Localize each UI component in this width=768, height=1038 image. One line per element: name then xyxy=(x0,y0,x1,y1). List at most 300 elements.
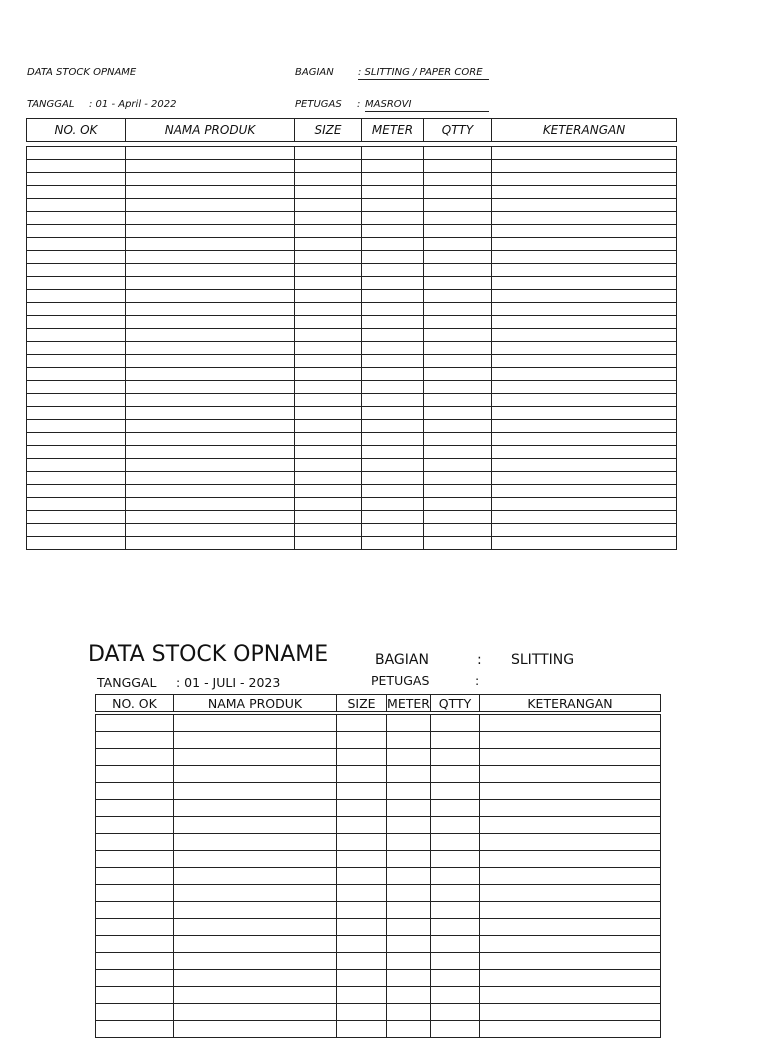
table-cell xyxy=(126,316,295,329)
table-cell xyxy=(295,199,362,212)
table-cell xyxy=(362,277,424,290)
table-cell xyxy=(174,817,337,834)
table-cell xyxy=(387,885,431,902)
form1-header-table xyxy=(26,118,677,142)
table-cell xyxy=(337,817,387,834)
table-cell xyxy=(480,817,661,834)
table-cell xyxy=(126,225,295,238)
table-cell xyxy=(126,381,295,394)
table-cell xyxy=(27,186,126,199)
table-cell xyxy=(96,715,174,732)
table-cell xyxy=(424,394,492,407)
form1-col-meter: METER xyxy=(362,119,424,142)
table-cell xyxy=(424,316,492,329)
table-cell xyxy=(480,987,661,1004)
table-cell xyxy=(362,368,424,381)
table-cell xyxy=(362,537,424,550)
table-cell xyxy=(431,936,480,953)
table-row xyxy=(27,290,677,303)
table-cell xyxy=(126,290,295,303)
table-cell xyxy=(126,485,295,498)
table-cell xyxy=(362,472,424,485)
table-cell xyxy=(27,147,126,160)
table-cell xyxy=(492,498,677,511)
table-cell xyxy=(362,316,424,329)
table-cell xyxy=(424,485,492,498)
table-cell xyxy=(492,316,677,329)
table-row xyxy=(27,407,677,420)
table-cell xyxy=(337,834,387,851)
table-cell xyxy=(295,329,362,342)
table-cell xyxy=(431,834,480,851)
table-cell xyxy=(431,715,480,732)
table-cell xyxy=(492,537,677,550)
table-cell xyxy=(480,800,661,817)
table-cell xyxy=(174,715,337,732)
table-cell xyxy=(424,147,492,160)
table-cell xyxy=(337,800,387,817)
table-cell xyxy=(492,355,677,368)
table-cell xyxy=(480,834,661,851)
table-cell xyxy=(295,316,362,329)
form2-col-no-ok: NO. OK xyxy=(96,695,174,712)
form2-header-row xyxy=(96,695,661,712)
table-cell xyxy=(492,264,677,277)
table-cell xyxy=(362,186,424,199)
table-cell xyxy=(27,316,126,329)
table-row xyxy=(27,199,677,212)
table-row xyxy=(27,368,677,381)
table-cell xyxy=(295,446,362,459)
table-cell xyxy=(480,766,661,783)
table-cell xyxy=(492,459,677,472)
table-cell xyxy=(362,238,424,251)
table-cell xyxy=(362,420,424,433)
table-cell xyxy=(27,407,126,420)
form2-col-keterangan: KETERANGAN xyxy=(480,695,661,712)
table-cell xyxy=(480,885,661,902)
table-cell xyxy=(27,420,126,433)
table-cell xyxy=(492,407,677,420)
form1-bagian-value: : SLITTING / PAPER CORE xyxy=(358,67,489,80)
table-cell xyxy=(27,264,126,277)
table-row xyxy=(27,277,677,290)
table-cell xyxy=(295,407,362,420)
table-cell xyxy=(174,766,337,783)
table-row xyxy=(27,238,677,251)
table-row xyxy=(27,316,677,329)
table-cell xyxy=(337,987,387,1004)
table-cell xyxy=(480,715,661,732)
table-cell xyxy=(295,394,362,407)
table-cell xyxy=(126,173,295,186)
table-cell xyxy=(126,511,295,524)
table-cell xyxy=(431,749,480,766)
table-cell xyxy=(431,766,480,783)
table-cell xyxy=(174,1004,337,1021)
table-cell xyxy=(27,160,126,173)
table-cell xyxy=(337,868,387,885)
table-cell xyxy=(27,342,126,355)
table-cell xyxy=(27,537,126,550)
table-cell xyxy=(424,433,492,446)
table-cell xyxy=(362,394,424,407)
table-cell xyxy=(96,834,174,851)
table-cell xyxy=(126,199,295,212)
table-row xyxy=(96,970,661,987)
table-cell xyxy=(480,970,661,987)
table-cell xyxy=(387,902,431,919)
form1-title: DATA STOCK OPNAME xyxy=(27,67,137,78)
table-row xyxy=(96,851,661,868)
table-cell xyxy=(295,342,362,355)
table-cell xyxy=(480,1004,661,1021)
table-cell xyxy=(27,355,126,368)
table-cell xyxy=(424,368,492,381)
table-cell xyxy=(424,290,492,303)
table-cell xyxy=(174,970,337,987)
form2-grid xyxy=(95,714,661,1038)
table-cell xyxy=(431,885,480,902)
table-cell xyxy=(27,459,126,472)
table-cell xyxy=(126,498,295,511)
table-cell xyxy=(480,953,661,970)
table-cell xyxy=(492,394,677,407)
table-cell xyxy=(387,919,431,936)
table-cell xyxy=(126,264,295,277)
table-cell xyxy=(295,186,362,199)
table-cell xyxy=(362,212,424,225)
table-cell xyxy=(126,355,295,368)
table-cell xyxy=(387,970,431,987)
form2-petugas-colon: : xyxy=(475,673,480,688)
table-cell xyxy=(362,303,424,316)
table-cell xyxy=(362,485,424,498)
table-cell xyxy=(126,251,295,264)
table-cell xyxy=(431,1021,480,1038)
table-cell xyxy=(27,472,126,485)
table-cell xyxy=(96,766,174,783)
table-cell xyxy=(424,199,492,212)
table-cell xyxy=(492,329,677,342)
table-cell xyxy=(362,355,424,368)
table-cell xyxy=(126,472,295,485)
table-cell xyxy=(174,783,337,800)
table-cell xyxy=(126,459,295,472)
table-cell xyxy=(424,212,492,225)
table-cell xyxy=(362,511,424,524)
table-cell xyxy=(295,225,362,238)
table-cell xyxy=(96,919,174,936)
table-cell xyxy=(295,173,362,186)
table-cell xyxy=(424,342,492,355)
table-cell xyxy=(174,987,337,1004)
table-cell xyxy=(96,970,174,987)
table-cell xyxy=(387,987,431,1004)
table-cell xyxy=(362,264,424,277)
table-cell xyxy=(27,498,126,511)
table-cell xyxy=(424,251,492,264)
table-row xyxy=(27,225,677,238)
table-cell xyxy=(431,732,480,749)
table-cell xyxy=(295,238,362,251)
table-cell xyxy=(492,433,677,446)
table-cell xyxy=(492,420,677,433)
table-cell xyxy=(337,715,387,732)
table-row xyxy=(27,485,677,498)
table-cell xyxy=(295,368,362,381)
form2-header-table xyxy=(95,694,661,712)
table-cell xyxy=(387,732,431,749)
table-cell xyxy=(337,783,387,800)
table-cell xyxy=(337,766,387,783)
table-row xyxy=(27,537,677,550)
table-row xyxy=(27,173,677,186)
table-row xyxy=(27,212,677,225)
table-cell xyxy=(424,355,492,368)
table-cell xyxy=(362,290,424,303)
table-cell xyxy=(424,277,492,290)
table-cell xyxy=(174,834,337,851)
table-cell xyxy=(96,953,174,970)
table-cell xyxy=(126,524,295,537)
table-cell xyxy=(431,919,480,936)
table-cell xyxy=(27,381,126,394)
table-cell xyxy=(424,446,492,459)
table-cell xyxy=(424,472,492,485)
table-row xyxy=(96,783,661,800)
table-cell xyxy=(492,199,677,212)
table-cell xyxy=(126,303,295,316)
table-row xyxy=(96,800,661,817)
table-cell xyxy=(492,342,677,355)
table-row xyxy=(27,251,677,264)
table-cell xyxy=(96,902,174,919)
table-cell xyxy=(431,953,480,970)
table-cell xyxy=(337,732,387,749)
table-cell xyxy=(480,868,661,885)
table-cell xyxy=(387,1004,431,1021)
table-cell xyxy=(126,238,295,251)
table-cell xyxy=(174,732,337,749)
table-cell xyxy=(96,732,174,749)
table-row xyxy=(27,303,677,316)
table-cell xyxy=(27,394,126,407)
form2-col-meter: METER xyxy=(387,695,430,711)
table-cell xyxy=(424,381,492,394)
form1-col-nama-produk: NAMA PRODUK xyxy=(126,119,295,142)
table-cell xyxy=(492,238,677,251)
form1-bagian-label: BAGIAN xyxy=(295,67,334,78)
table-row xyxy=(27,498,677,511)
table-cell xyxy=(337,885,387,902)
table-cell xyxy=(27,485,126,498)
table-cell xyxy=(295,212,362,225)
table-cell xyxy=(480,732,661,749)
table-cell xyxy=(492,186,677,199)
table-cell xyxy=(337,1004,387,1021)
table-cell xyxy=(96,885,174,902)
table-cell xyxy=(337,749,387,766)
table-cell xyxy=(96,1021,174,1038)
table-cell xyxy=(27,511,126,524)
table-cell xyxy=(295,485,362,498)
table-row xyxy=(96,749,661,766)
table-cell xyxy=(27,225,126,238)
table-row xyxy=(96,766,661,783)
table-cell xyxy=(126,394,295,407)
table-row xyxy=(27,446,677,459)
table-cell xyxy=(96,936,174,953)
table-cell xyxy=(295,381,362,394)
table-cell xyxy=(424,537,492,550)
form1-tanggal-value: : 01 - April - 2022 xyxy=(89,99,177,110)
table-cell xyxy=(295,420,362,433)
table-cell xyxy=(126,329,295,342)
table-cell xyxy=(174,749,337,766)
table-cell xyxy=(431,817,480,834)
form1-tanggal-label: TANGGAL xyxy=(27,99,75,110)
table-cell xyxy=(362,446,424,459)
table-row xyxy=(96,834,661,851)
table-cell xyxy=(126,537,295,550)
table-row xyxy=(96,868,661,885)
table-row xyxy=(96,1021,661,1038)
table-cell xyxy=(387,953,431,970)
table-cell xyxy=(126,342,295,355)
form2-bagian-label: BAGIAN xyxy=(375,652,429,668)
table-cell xyxy=(27,446,126,459)
table-cell xyxy=(362,433,424,446)
table-row xyxy=(96,987,661,1004)
table-row xyxy=(96,1004,661,1021)
table-cell xyxy=(424,186,492,199)
table-cell xyxy=(295,277,362,290)
table-cell xyxy=(424,225,492,238)
table-cell xyxy=(480,851,661,868)
table-row xyxy=(27,420,677,433)
form2-bagian-colon: : xyxy=(477,652,482,668)
table-cell xyxy=(387,800,431,817)
table-cell xyxy=(27,277,126,290)
table-cell xyxy=(424,459,492,472)
table-cell xyxy=(362,381,424,394)
table-cell xyxy=(27,251,126,264)
table-cell xyxy=(174,953,337,970)
table-cell xyxy=(337,851,387,868)
table-cell xyxy=(27,524,126,537)
table-cell xyxy=(27,290,126,303)
form1-col-keterangan: KETERANGAN xyxy=(492,119,677,142)
table-cell xyxy=(96,800,174,817)
table-cell xyxy=(387,817,431,834)
table-row xyxy=(27,381,677,394)
table-cell xyxy=(492,290,677,303)
table-cell xyxy=(431,902,480,919)
form1-header-row xyxy=(27,119,677,142)
table-row xyxy=(27,147,677,160)
table-cell xyxy=(424,511,492,524)
form2-col-size: SIZE xyxy=(337,695,387,712)
table-cell xyxy=(431,783,480,800)
table-cell xyxy=(362,147,424,160)
table-cell xyxy=(492,225,677,238)
table-cell xyxy=(27,329,126,342)
table-row xyxy=(96,817,661,834)
table-row xyxy=(96,936,661,953)
table-cell xyxy=(295,433,362,446)
table-cell xyxy=(126,186,295,199)
table-row xyxy=(96,919,661,936)
form2-bagian-value: SLITTING xyxy=(511,652,575,668)
table-cell xyxy=(424,238,492,251)
form1-col-size: SIZE xyxy=(295,119,362,142)
table-cell xyxy=(174,936,337,953)
table-row xyxy=(27,433,677,446)
table-cell xyxy=(387,715,431,732)
table-cell xyxy=(424,407,492,420)
table-cell xyxy=(480,919,661,936)
table-cell xyxy=(96,868,174,885)
form1-col-no-ok: NO. OK xyxy=(27,119,126,142)
form1-petugas-value: MASROVI xyxy=(365,99,489,112)
table-cell xyxy=(295,303,362,316)
table-cell xyxy=(96,987,174,1004)
table-cell xyxy=(492,381,677,394)
table-cell xyxy=(492,160,677,173)
table-cell xyxy=(424,498,492,511)
table-cell xyxy=(295,147,362,160)
table-cell xyxy=(27,433,126,446)
table-cell xyxy=(27,212,126,225)
table-cell xyxy=(362,251,424,264)
table-cell xyxy=(295,459,362,472)
table-cell xyxy=(337,1021,387,1038)
table-cell xyxy=(424,264,492,277)
table-row xyxy=(96,885,661,902)
table-cell xyxy=(295,498,362,511)
table-cell xyxy=(295,264,362,277)
table-cell xyxy=(492,485,677,498)
form1-petugas-colon: : xyxy=(357,99,361,110)
form2-tanggal-label: TANGGAL xyxy=(97,675,157,690)
table-row xyxy=(27,459,677,472)
table-cell xyxy=(424,420,492,433)
table-cell xyxy=(126,212,295,225)
form2-tanggal-value: : 01 - JULI - 2023 xyxy=(176,675,281,690)
table-cell xyxy=(96,749,174,766)
table-cell xyxy=(387,783,431,800)
table-cell xyxy=(492,511,677,524)
table-cell xyxy=(431,800,480,817)
table-cell xyxy=(492,524,677,537)
table-cell xyxy=(295,251,362,264)
table-cell xyxy=(337,902,387,919)
table-cell xyxy=(337,970,387,987)
table-cell xyxy=(362,225,424,238)
table-row xyxy=(27,329,677,342)
table-cell xyxy=(424,524,492,537)
table-cell xyxy=(492,446,677,459)
table-cell xyxy=(27,238,126,251)
table-row xyxy=(27,472,677,485)
table-cell xyxy=(295,472,362,485)
table-cell xyxy=(387,834,431,851)
table-cell xyxy=(492,212,677,225)
table-cell xyxy=(431,1004,480,1021)
table-cell xyxy=(362,173,424,186)
table-cell xyxy=(126,433,295,446)
